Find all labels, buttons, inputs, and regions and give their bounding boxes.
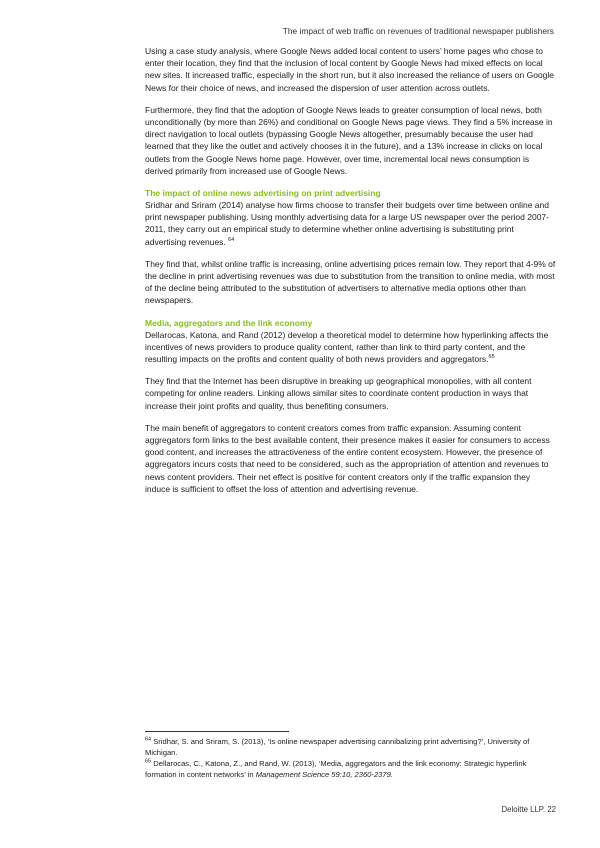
footnote-journal: Management Science 59:10, 2360-2379. — [255, 769, 393, 779]
paragraph-4: They find that, whilst online traffic is increasing, online advertising prices remain low. They report that 4-9% of the decline in print advertising revenues was due to substitution from the transition to online media, with most of the decline being attributed to the substitution of advertisers to alternative media options other than newspapers. — [145, 258, 556, 306]
footnote-ref-65[interactable]: 65 — [488, 354, 495, 361]
paragraph-3-text: Sridhar and Sriram (2014) analyse how firms choose to transfer their budgets over time between online and print newspaper publishing. Using monthly advertising data for a large US newspaper over the period 2007-2011, they carry out an empirical study to determine whether online advertising is substituting print advertising revenues. — [145, 200, 549, 247]
paragraph-6: They find that the Internet has been disruptive in breaking up geographical monopolies, with all content competing for online readers. Linking allows similar sites to coordinate content production in ways that increase their joint profits and quality, thus benefiting consumers. — [145, 376, 532, 411]
paragraph-5-text: Dellarocas, Katona, and Rand (2012) develop a theoretical model to determine how hyperlinking affects the incentives of news providers to produce quality content, rather than link to third party content, and the resulting impacts on the profits and content quality of both news providers and aggregators. — [145, 329, 549, 365]
footnotes — [145, 737, 557, 781]
main-content — [145, 45, 557, 505]
footnote-ref-64[interactable]: 64 — [228, 236, 235, 243]
page-footer: Deloitte LLP. 22 — [501, 805, 556, 814]
section-heading-online-advertising: The impact of online news advertising on print advertising — [145, 188, 381, 199]
footnote-text: Sridhar, S. and Sriram, S. (2013), ‘Is online newspaper advertising cannibalizing print advertising?’, University of Michigan. — [145, 737, 530, 757]
footnote-number: 65 — [145, 758, 152, 765]
running-header: The impact of web traffic on revenues of traditional newspaper publishers — [282, 26, 554, 36]
paragraph-7: The main benefit of aggregators to content creators comes from traffic expansion. Assuming content aggregators form links to the best available content, their presence makes it easier for consumers to access good content, and increases the attractiveness of the entire content ecosystem. However, the presence of aggregators incurs costs that need to be considered, such as the appropriation of attention and revenues to news content providers. Their net effect is positive for content creators only if the traffic expansion they induce is sufficient to offset the loss of attention and advertising revenue. — [145, 422, 550, 494]
paragraph-1: Using a case study analysis, where Google News added local content to users’ home pages who chose to enter their location, they find that the inclusion of local content by Google News had mixed effects on local new sites. It increased traffic, especially in the short run, but it also increased the reliance of users on Google News for their choice of news, and increased the dispersion of user attention across outlets. — [145, 46, 555, 93]
section-heading-aggregators: Media, aggregators and the link economy — [145, 317, 313, 328]
footnote-number: 64 — [145, 736, 152, 743]
paragraph-2: Furthermore, they find that the adoption of Google News leads to greater consumption of local news, both unconditionally (by more than 26%) and conditional on Google News page views. They find a 5% increase in direct navigation to local outlets (bypassing Google News altogether, presumably because the user had learned that they like the outlet and actively chooses it in the future), and a 13% increase in clicks on local outlets from the Google News home page. However, over time, incremental local news consumption is derived primarily from increased use of Google News. — [145, 104, 553, 176]
paragraph-5 — [145, 329, 557, 366]
footnote-65 — [145, 759, 557, 780]
footnote-64 — [145, 737, 557, 758]
footnote-text: Dellarocas, C., Katona, Z., and Rand, W. (2013), ‘Media, aggregators and the link economy: Strategic hyperlink formation in content networks’ in — [145, 759, 527, 779]
footnote-divider — [145, 731, 289, 732]
paragraph-3 — [145, 199, 557, 248]
